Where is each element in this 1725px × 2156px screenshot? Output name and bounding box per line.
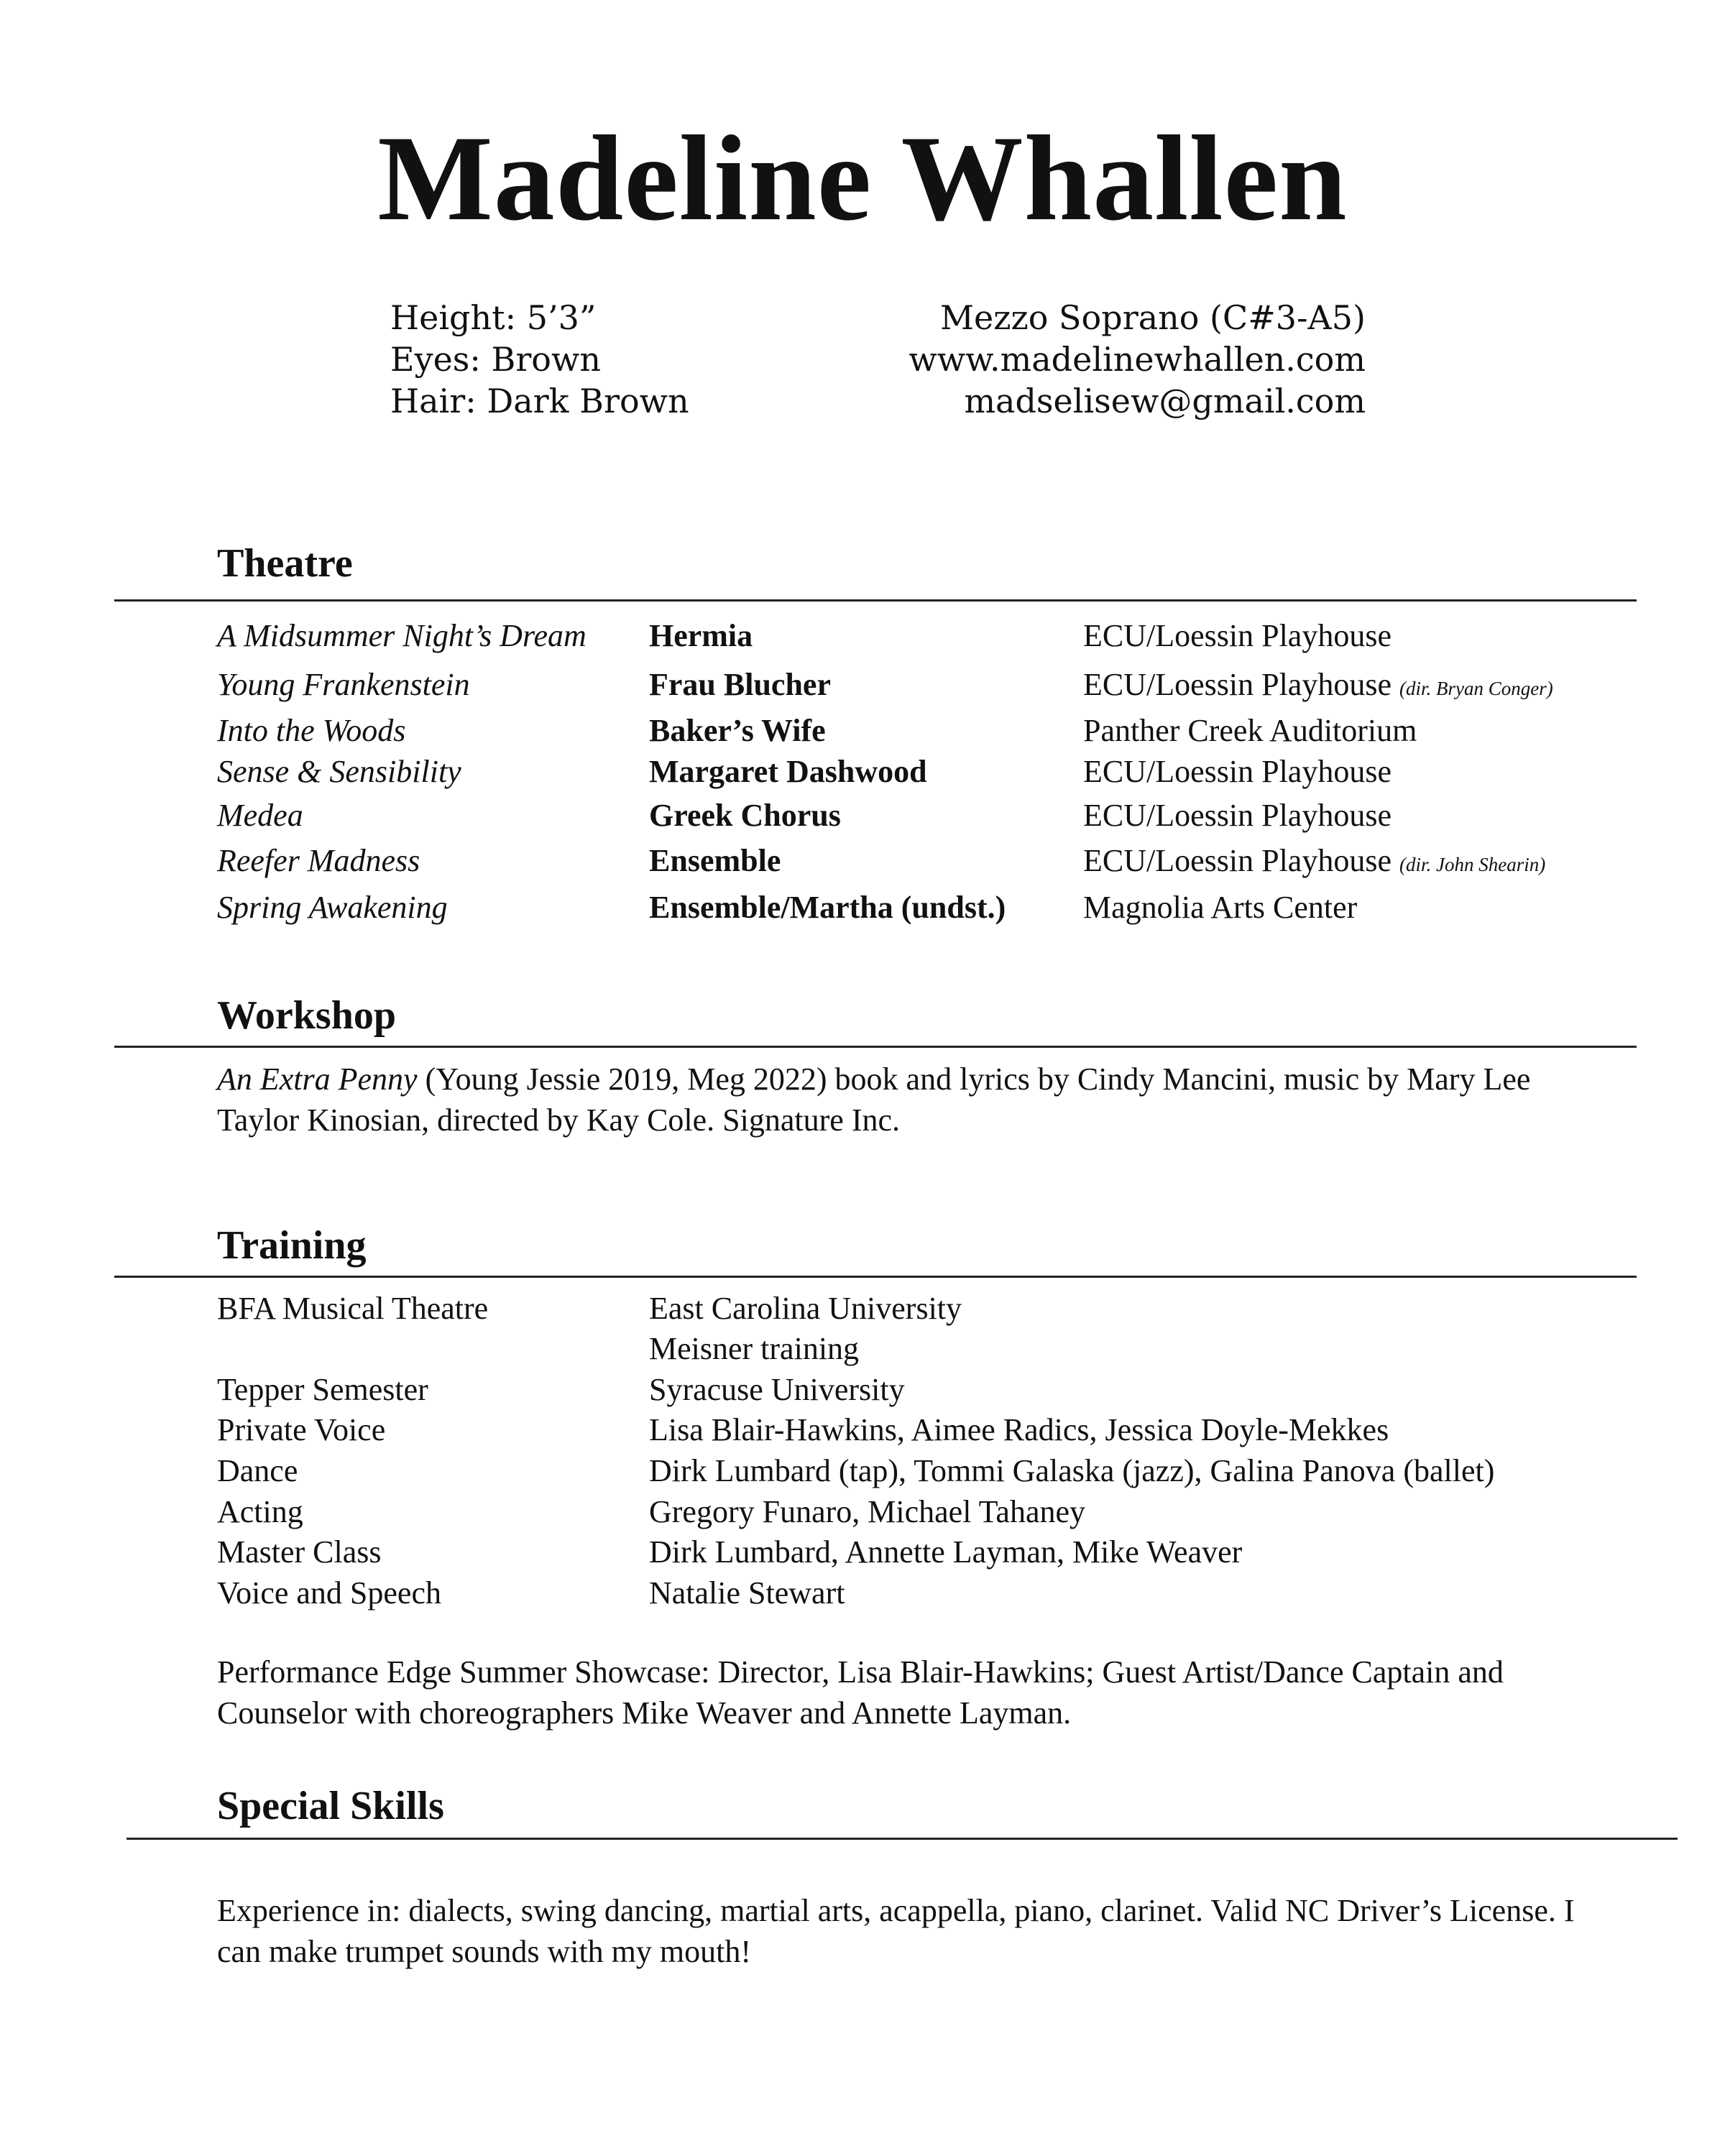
theatre-venue (1083, 711, 1417, 751)
training-detail: Gregory Funaro, Michael Tahaney (649, 1494, 1086, 1529)
training-detail: Lisa Blair-Hawkins, Aimee Radics, Jessica Doyle-Mekkes (649, 1412, 1389, 1447)
training-label: BFA Musical Theatre (217, 1291, 489, 1326)
training-label: Dance (217, 1453, 298, 1488)
workshop-description (217, 1059, 1604, 1141)
workshop-details: (Young Jessie 2019, Meg 2022) book and lyrics by Cindy Mancini, music by Mary Lee Taylor Kinosian, directed by Kay Cole. Signature Inc. (217, 1061, 1531, 1138)
theatre-venue (1083, 616, 1392, 656)
theatre-role: Greek Chorus (649, 798, 841, 833)
theatre-role: Margaret Dashwood (649, 754, 927, 789)
training-detail: Dirk Lumbard, Annette Layman, Mike Weaver (649, 1534, 1243, 1570)
training-detail: Meisner training (649, 1331, 860, 1366)
venue-name: ECU/Loessin Playhouse (1083, 618, 1392, 653)
theatre-show: Medea (217, 798, 303, 833)
workshop-show-title: An Extra Penny (217, 1061, 418, 1097)
theatre-venue (1083, 841, 1545, 885)
theatre-show: Into the Woods (217, 713, 406, 748)
training-label: Acting (217, 1494, 303, 1529)
email-link[interactable]: madselisew@gmail.com (964, 382, 1366, 420)
theatre-show: A Midsummer Night’s Dream (217, 618, 586, 653)
theatre-show: Young Frankenstein (217, 667, 470, 702)
section-title-training: Training (217, 1223, 367, 1268)
theatre-role: Ensemble (649, 843, 781, 878)
showcase-paragraph: Performance Edge Summer Showcase: Director, Lisa Blair-Hawkins; Guest Artist/Dance Captain and Counselor with choreographers Mike Weaver and Annette Layman. (217, 1654, 1504, 1731)
training-label: Private Voice (217, 1412, 386, 1447)
training-label: Voice and Speech (217, 1575, 441, 1611)
theatre-show: Reefer Madness (217, 843, 420, 878)
training-detail: Natalie Stewart (649, 1575, 845, 1611)
director-credit: (dir. Bryan Conger) (1399, 678, 1553, 699)
theatre-role: Hermia (649, 618, 753, 653)
theatre-role: Frau Blucher (649, 667, 831, 702)
training-label: Master Class (217, 1534, 382, 1570)
venue-name: ECU/Loessin Playhouse (1083, 754, 1392, 789)
resume-name: Madeline Whallen (377, 111, 1348, 246)
theatre-show: Spring Awakening (217, 890, 448, 925)
venue-name: ECU/Loessin Playhouse (1083, 667, 1392, 702)
section-title-special-skills: Special Skills (217, 1784, 444, 1828)
director-credit: (dir. John Shearin) (1399, 854, 1546, 875)
eyes-text: Eyes: Brown (390, 340, 602, 379)
section-title-workshop: Workshop (217, 993, 396, 1038)
training-label: Tepper Semester (217, 1372, 428, 1407)
venue-name: ECU/Loessin Playhouse (1083, 798, 1392, 833)
contact-info (841, 297, 1366, 422)
theatre-venue (1083, 796, 1392, 836)
hair-text: Hair: Dark Brown (390, 382, 689, 420)
section-title-theatre: Theatre (217, 541, 353, 586)
height-text: Height: 5’3” (390, 298, 597, 337)
section-divider (126, 1838, 1678, 1840)
venue-name: ECU/Loessin Playhouse (1083, 843, 1392, 878)
theatre-role: Ensemble/Martha (undst.) (649, 890, 1006, 925)
theatre-role: Baker’s Wife (649, 713, 826, 748)
section-divider (114, 1276, 1637, 1278)
skills-paragraph: Experience in: dialects, swing dancing, martial arts, acappella, piano, clarinet. Valid NC Driver’s License. I can make trumpet sounds with my mouth! (217, 1893, 1575, 1969)
training-detail: Dirk Lumbard (tap), Tommi Galaska (jazz), Galina Panova (ballet) (649, 1453, 1495, 1488)
venue-name: Panther Creek Auditorium (1083, 713, 1417, 748)
voice-type-text: Mezzo Soprano (C#3-A5) (939, 298, 1366, 337)
theatre-show: Sense & Sensibility (217, 754, 461, 789)
section-divider (114, 599, 1637, 602)
theatre-venue (1083, 665, 1553, 709)
venue-name: Magnolia Arts Center (1083, 890, 1358, 925)
training-detail: East Carolina University (649, 1291, 962, 1326)
theatre-venue (1083, 752, 1392, 792)
personal-stats (390, 297, 689, 422)
training-detail: Syracuse University (649, 1372, 905, 1407)
website-link[interactable]: www.madelinewhallen.com (908, 340, 1366, 379)
theatre-venue (1083, 888, 1357, 928)
section-divider (114, 1046, 1637, 1048)
